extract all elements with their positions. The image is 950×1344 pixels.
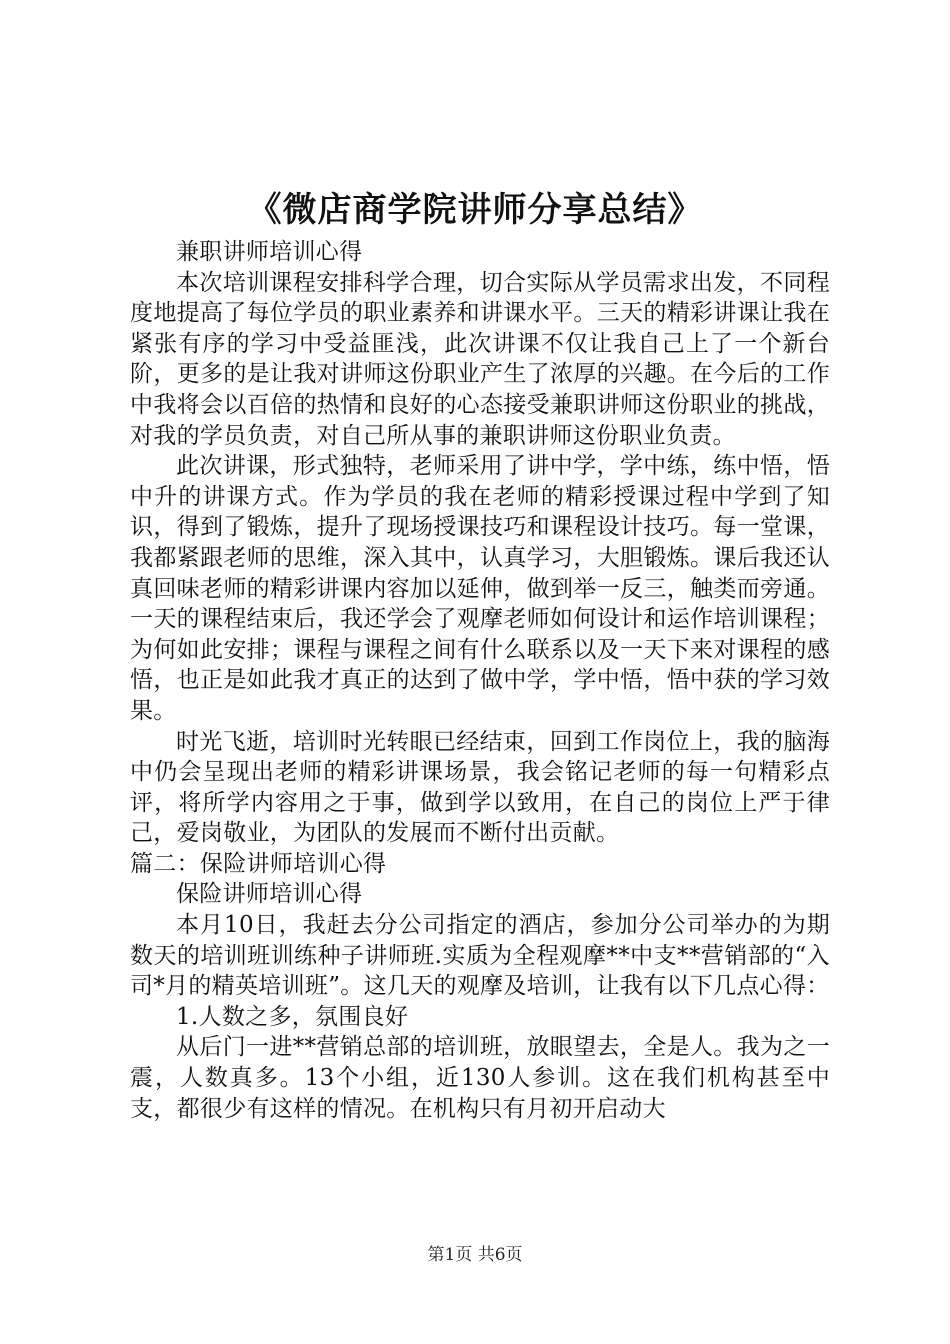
list-heading: 1.人数之多，氛围良好 xyxy=(176,1003,409,1030)
section-heading: 篇二：保险讲师培训心得 xyxy=(130,850,387,877)
paragraph: 本月10日，我赶去分公司指定的酒店，参加分公司举办的为期数天的培训班训练种子讲师班.实质为全程观摩**中支**营销部的“入司*月的精英培训班”。这几天的观摩及培训，让我有以下几点心得： xyxy=(130,912,830,1000)
paragraph: 本次培训课程安排科学合理，切合实际从学员需求出发，不同程度地提高了每位学员的职业素养和讲课水平。三天的精彩讲课让我在紧张有序的学习中受益匪浅，此次讲课不仅让我自己上了一个新台阶，更多的是让我对讲师这份职业产生了浓厚的兴趣。在今后的工作中我将会以百倍的热情和良好的心态接受兼职讲师这份职业的挑战，对我的学员负责，对自己所从事的兼职讲师这份职业负责。 xyxy=(130,269,830,449)
paragraph: 时光飞逝，培训时光转眼已经结束，回到工作岗位上，我的脑海中仍会呈现出老师的精彩讲课场景，我会铭记老师的每一句精彩点评，将所学内容用之于事，做到学以致用，在自己的岗位上严于律己，爱岗敬业，为团队的发展而不断付出贡献。 xyxy=(130,728,830,847)
paragraph: 此次讲课，形式独特，老师采用了讲中学，学中练，练中悟，悟中升的讲课方式。作为学员的我在老师的精彩授课过程中学到了知识，得到了锻炼，提升了现场授课技巧和课程设计技巧。每一堂课，我都紧跟老师的思维，深入其中，认真学习，大胆锻炼。课后我还认真回味老师的精彩讲课内容加以延伸，做到举一反三，触类而旁通。一天的课程结束后，我还学会了观摩老师如何设计和运作培训课程；为何如此安排；课程与课程之间有什么联系以及一天下来对课程的感悟，也正是如此我才真正的达到了做中学，学中悟，悟中获的学习效果。 xyxy=(130,453,830,724)
paragraph: 从后门一进**营销总部的培训班，放眼望去，全是人。我为之一震，人数真多。13个小组，近130人参训。这在我们机构甚至中支，都很少有这样的情况。在机构只有月初开启动大 xyxy=(130,1034,830,1122)
document-body xyxy=(130,237,830,1124)
document-title: 《微店商学院讲师分享总结》 xyxy=(247,190,703,230)
paragraph: 兼职讲师培训心得 xyxy=(176,239,363,265)
page-footer: 第1页 共6页 xyxy=(427,1245,523,1265)
paragraph: 保险讲师培训心得 xyxy=(176,881,363,908)
